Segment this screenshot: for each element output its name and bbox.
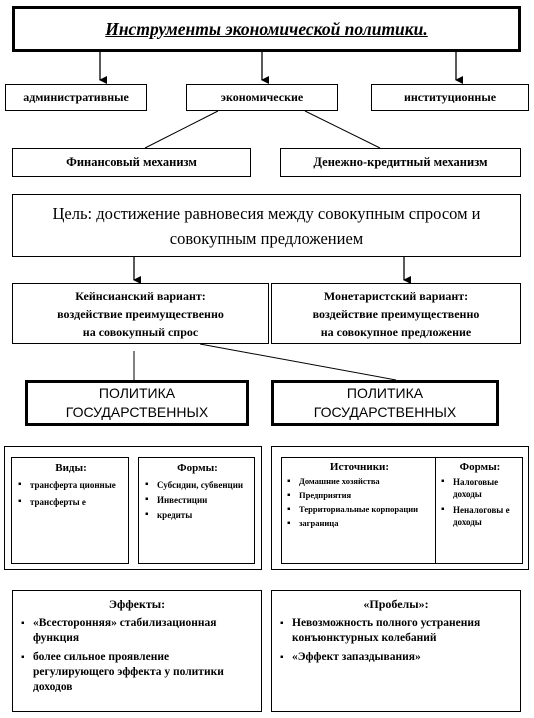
right-forms-title: Формы: xyxy=(459,461,501,473)
effects-item-2: ▪ более сильное проявление регулирующего эффекта у политики доходов xyxy=(21,650,253,695)
gaps-title: «Пробелы»: xyxy=(363,597,429,611)
right-forms-item-2: ▪ Неналоговы е доходы xyxy=(441,504,519,528)
admin-box xyxy=(5,84,147,111)
line-keynes-policy-right xyxy=(200,344,396,380)
gaps-item-1: ▪ Невозможность полного устранения конъюнктурных колебаний xyxy=(280,616,512,646)
gaps-item-2: ▪ «Эффект запаздывания» xyxy=(280,650,512,665)
left-forms-item-1: ▪ Субсидии, субвенции xyxy=(145,479,250,491)
monet-box xyxy=(271,283,521,344)
left-forms-title: Формы: xyxy=(177,462,218,474)
sources-item-3: ▪ Территориальные корпорации xyxy=(287,504,432,515)
money-mech-label: Денежно-кредитный механизм xyxy=(313,155,488,169)
keynes-line-3: на совокупный спрос xyxy=(82,324,199,339)
policy-right-line-2: ГОСУДАРСТВЕННЫХ xyxy=(313,404,457,420)
sources-box xyxy=(281,457,436,564)
fin-mech-box xyxy=(12,148,251,177)
econ-label: экономические xyxy=(220,90,304,104)
gaps-box xyxy=(271,590,521,712)
line-econ-fin xyxy=(145,111,218,148)
types-item-2: ▪ трансферты е xyxy=(18,496,124,508)
inst-label: институционные xyxy=(403,90,497,104)
effects-title: Эффекты: xyxy=(108,597,166,611)
monet-line-3: на совокупное предложение xyxy=(320,324,472,339)
goal-box xyxy=(12,194,521,257)
policy-right-line-1: ПОЛИТИКА xyxy=(346,385,424,401)
econ-box xyxy=(186,84,338,111)
keynes-line-1: Кейнсианский вариант: xyxy=(75,288,206,303)
right-forms-item-1: ▪ Налоговые доходы xyxy=(441,476,519,500)
left-panel xyxy=(4,446,262,570)
money-mech-box xyxy=(280,148,521,177)
policy-left-line-1: ПОЛИТИКА xyxy=(98,385,176,401)
right-panel xyxy=(271,446,529,570)
keynes-box xyxy=(12,283,269,344)
left-forms-box xyxy=(138,457,255,564)
sources-item-1: ▪ Домашние хозяйства xyxy=(287,476,432,487)
sources-title: Источники: xyxy=(329,461,390,473)
types-box xyxy=(11,457,129,564)
sources-item-2: ▪ Предприятия xyxy=(287,490,432,501)
policy-left-box xyxy=(25,380,249,426)
admin-label: административные xyxy=(23,90,129,104)
title-box xyxy=(12,6,521,52)
types-title: Виды: xyxy=(55,462,87,474)
effects-box xyxy=(12,590,262,712)
policy-left-line-2: ГОСУДАРСТВЕННЫХ xyxy=(65,404,209,420)
monet-line-2: воздействие преимущественно xyxy=(312,306,480,321)
monet-line-1: Монетаристский вариант: xyxy=(323,288,469,303)
line-econ-money xyxy=(305,111,380,148)
left-forms-item-2: ▪ Инвестиции xyxy=(145,494,250,506)
policy-right-box xyxy=(271,380,499,426)
fin-mech-label: Финансовый механизм xyxy=(66,155,197,169)
sources-item-4: ▪ заграница xyxy=(287,518,432,529)
effects-item-1: ▪ «Всесторонняя» стабилизационная функция xyxy=(21,616,253,646)
inst-box xyxy=(371,84,529,111)
types-item-1: ▪ трансферта ционные xyxy=(18,479,124,491)
goal-text: Цель: достижение равновесия между совокупным спросом и совокупным предложением xyxy=(52,203,481,248)
left-forms-item-3: ▪ кредиты xyxy=(145,509,250,521)
right-forms-box xyxy=(435,457,523,564)
keynes-line-2: воздействие преимущественно xyxy=(57,306,224,321)
diagram-title: Инструменты экономической политики. xyxy=(105,18,428,39)
